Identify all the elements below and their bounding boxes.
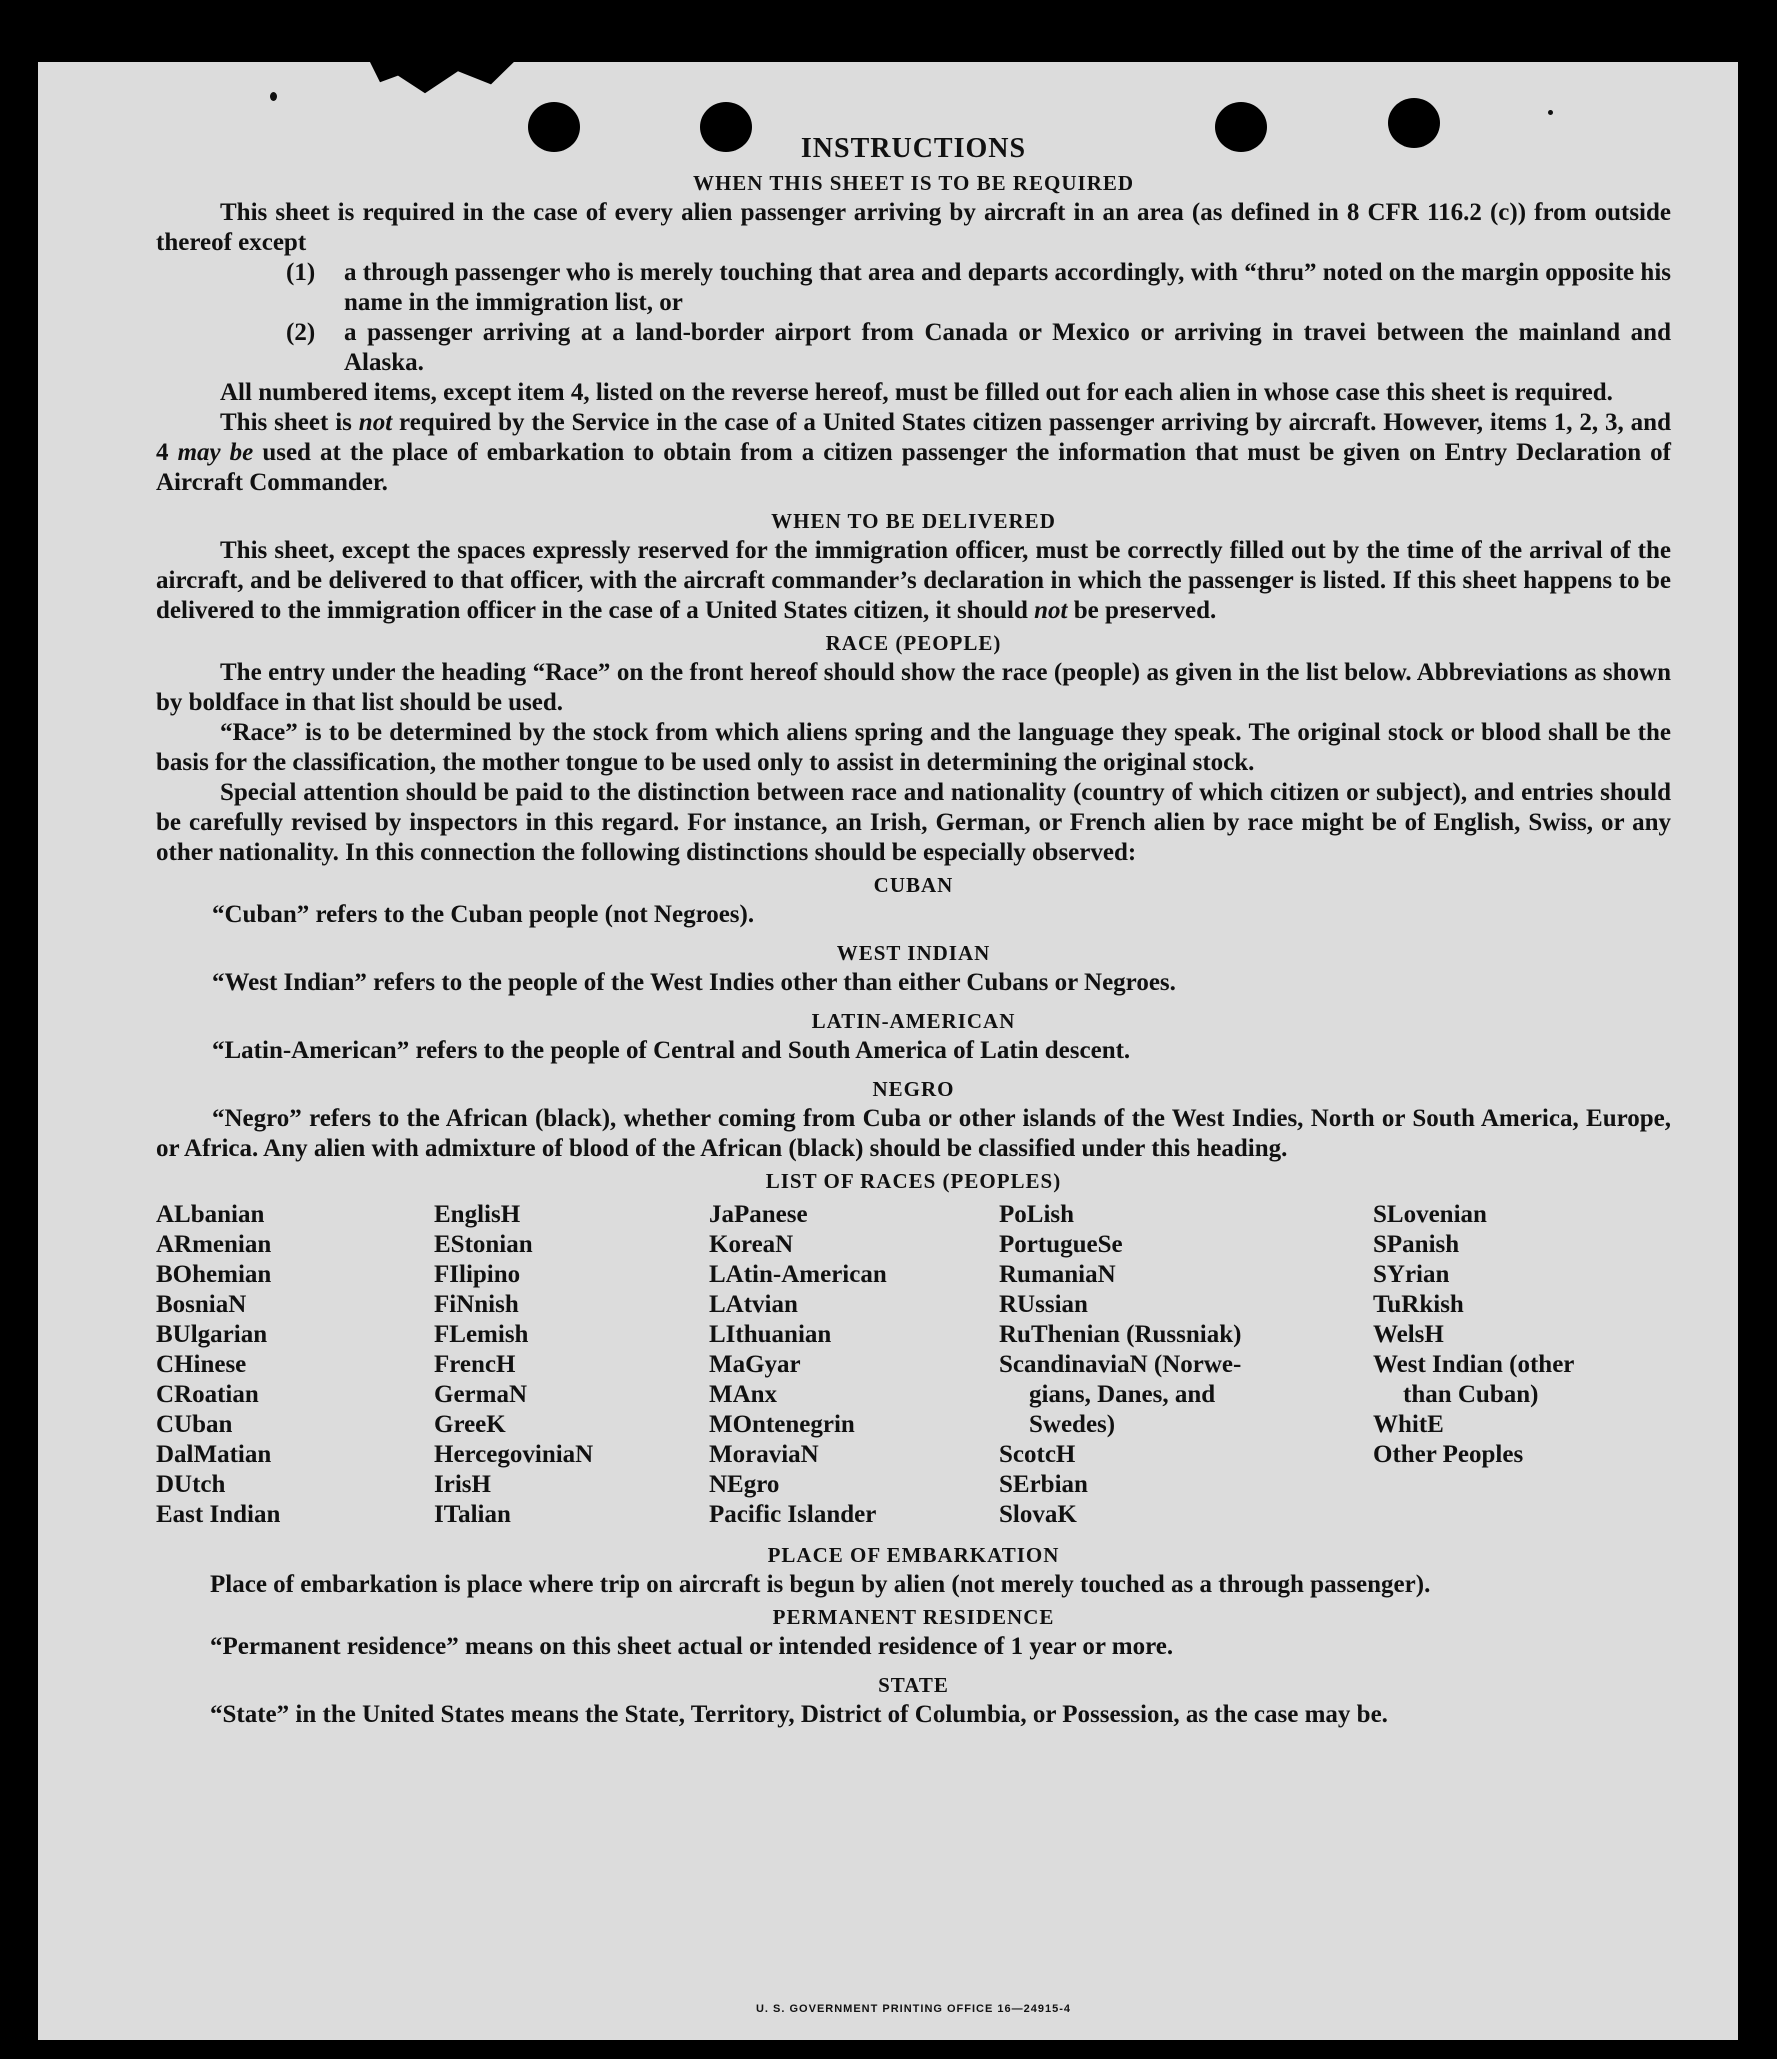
race-item: RuThenian (Russniak) [999, 1321, 1242, 1348]
paragraph: This sheet is required in the case of every alien passenger arriving by aircraft in an area (as defined in 8 CFR 116.2 (c)) from outside thereof except [156, 199, 1671, 256]
race-item: Swedes) [1029, 1411, 1116, 1438]
race-item: BosniaN [156, 1291, 247, 1318]
race-item: SLovenian [1373, 1201, 1487, 1228]
definition-text: “West Indian” refers to the people of the West Indies other than either Cubans or Negroes. [212, 969, 1176, 996]
speck [1548, 110, 1553, 115]
paragraph: The entry under the heading “Race” on the front hereof should show the race (people) as given in the list below. Abbreviations as shown by boldface in that list should be used. [156, 659, 1671, 716]
race-column-2 [434, 1200, 709, 1530]
race-item: CHinese [156, 1351, 247, 1378]
race-list [156, 1200, 1671, 1530]
printer-imprint: U. S. GOVERNMENT PRINTING OFFICE 16—24915-4 [755, 2003, 1071, 2015]
list-item: (1) a through passenger who is merely touching that area and departs accordingly, with “thru” noted on the margin opposite his name in the immigration list, or [286, 259, 1671, 316]
race-column-1 [156, 1200, 434, 1530]
definition-text: “Cuban” refers to the Cuban people (not Negroes). [212, 901, 755, 928]
race-item: RumaniaN [999, 1261, 1116, 1288]
race-item: LAtvian [709, 1291, 798, 1318]
section-heading-delivered: WHEN TO BE DELIVERED [771, 509, 1056, 533]
race-item: MOntenegrin [709, 1411, 855, 1438]
race-item: West Indian (other [1373, 1351, 1575, 1378]
definition-text: “Latin-American” refers to the people of Central and South America of Latin descent. [212, 1037, 1131, 1064]
race-item: Other Peoples [1373, 1441, 1524, 1468]
race-item: HercegoviniaN [434, 1441, 594, 1468]
document-sheet [38, 62, 1738, 2040]
definition-heading: NEGRO [872, 1077, 955, 1101]
definition-heading: WEST INDIAN [836, 941, 991, 965]
race-item: MAnx [709, 1381, 778, 1408]
race-item: Pacific Islander [709, 1501, 877, 1528]
race-item: gians, Danes, and [1029, 1381, 1216, 1408]
race-item: SPanish [1373, 1231, 1460, 1258]
race-column-4 [999, 1200, 1373, 1530]
definition-heading: LATIN-AMERICAN [811, 1009, 1016, 1033]
race-item: ALbanian [156, 1201, 265, 1228]
paragraph: “State” in the United States means the State, Territory, District of Columbia, or Possession, as the case may be. [210, 1701, 1388, 1728]
race-item: SErbian [999, 1471, 1088, 1498]
race-item: WelsH [1373, 1321, 1444, 1348]
race-item: MoraviaN [709, 1441, 819, 1468]
race-item: TuRkish [1373, 1291, 1464, 1318]
section-heading-embarkation: PLACE OF EMBARKATION [767, 1543, 1060, 1567]
section-heading-state: STATE [878, 1673, 949, 1697]
race-item: EStonian [434, 1231, 533, 1258]
race-item: WhitE [1373, 1411, 1444, 1438]
race-item: FIlipino [434, 1261, 521, 1288]
race-item: SlovaK [999, 1501, 1077, 1528]
paragraph: Place of embarkation is place where trip on aircraft is begun by alien (not merely touched as a through passenger). [210, 1571, 1431, 1598]
race-item: CUban [156, 1411, 233, 1438]
instructions-text [156, 133, 1672, 2015]
race-item: ScotcH [999, 1441, 1076, 1468]
race-item: DUtch [156, 1471, 226, 1498]
race-item: LAtin-American [709, 1261, 887, 1288]
paragraph: “Permanent residence” means on this sheet actual or intended residence of 1 year or more. [210, 1633, 1174, 1660]
race-item: EnglisH [434, 1201, 521, 1228]
race-item: RUssian [999, 1291, 1088, 1318]
race-item: MaGyar [709, 1351, 801, 1378]
section-heading-residence: PERMANENT RESIDENCE [772, 1605, 1055, 1629]
race-item: PoLish [999, 1201, 1075, 1228]
race-item: IrisH [434, 1471, 491, 1498]
paragraph: Special attention should be paid to the distinction between race and nationality (country of which citizen or subject), and entries should be carefully revised by inspectors in this regard. For instance, an Irish, German, or French alien by race might be of English, Swiss, or any other nationality. In this connection the following distinctions should be especially observed: [156, 779, 1671, 866]
race-item: BOhemian [156, 1261, 272, 1288]
race-item: FrencH [434, 1351, 516, 1378]
race-item: CRoatian [156, 1381, 259, 1408]
definition-heading: CUBAN [873, 873, 954, 897]
race-item: JaPanese [709, 1201, 808, 1228]
race-item: NEgro [709, 1471, 780, 1498]
race-item: PortugueSe [999, 1231, 1123, 1258]
section-heading-required: WHEN THIS SHEET IS TO BE REQUIRED [692, 171, 1135, 195]
race-item: GreeK [434, 1411, 506, 1438]
race-column-3 [709, 1200, 999, 1530]
race-item: BUlgarian [156, 1321, 268, 1348]
race-item: LIthuanian [709, 1321, 832, 1348]
race-item: FiNnish [434, 1291, 519, 1318]
race-item: KoreaN [709, 1231, 794, 1258]
paragraph: All numbered items, except item 4, listed on the reverse hereof, must be filled out for each alien in whose case this sheet is required. [220, 379, 1613, 406]
race-item: GermaN [434, 1381, 528, 1408]
speck [270, 92, 277, 101]
definition-text: “Negro” refers to the African (black), whether coming from Cuba or other islands of the West Indies, North or South America, Europe, or Africa. Any alien with admixture of blood of the African (black) should be classified under this heading. [156, 1105, 1671, 1162]
paragraph: “Race” is to be determined by the stock from which aliens spring and the language they speak. The original stock or blood shall be the basis for the classification, the mother tongue to be used only to assist in determining the original stock. [156, 719, 1671, 776]
paragraph: This sheet is not required by the Service in the case of a United States citizen passenger arriving by aircraft. However, items 1, 2, 3, and 4 may be used at the place of embarkation to obtain from a citizen passenger the information that must be given on Entry Declaration of Aircraft Commander. [156, 409, 1672, 496]
race-item: SYrian [1373, 1261, 1450, 1288]
race-item: than Cuban) [1403, 1381, 1539, 1408]
section-heading-race: RACE (PEOPLE) [825, 631, 1002, 655]
races-heading: LIST OF RACES (PEOPLES) [765, 1169, 1062, 1193]
race-item: DalMatian [156, 1441, 272, 1468]
race-item: ITalian [434, 1501, 511, 1528]
page-title: INSTRUCTIONS [800, 133, 1027, 164]
list-item: (2) a passenger arriving at a land-border airport from Canada or Mexico or arriving in travei between the mainland and Alaska. [286, 319, 1671, 376]
torn-edge [368, 58, 518, 102]
race-column-5 [1373, 1200, 1663, 1530]
race-item: ScandinaviaN (Norwe- [999, 1351, 1242, 1378]
race-item: FLemish [434, 1321, 529, 1348]
paragraph: This sheet, except the spaces expressly reserved for the immigration officer, must be correctly filled out by the time of the arrival of the aircraft, and be delivered to that officer, with the aircraft commander’s declaration in which the passenger is listed. If this sheet happens to be delivered to the immigration officer in the case of a United States citizen, it should not be preserved. [156, 537, 1671, 624]
race-item: ARmenian [156, 1231, 272, 1258]
race-item: East Indian [156, 1501, 281, 1528]
